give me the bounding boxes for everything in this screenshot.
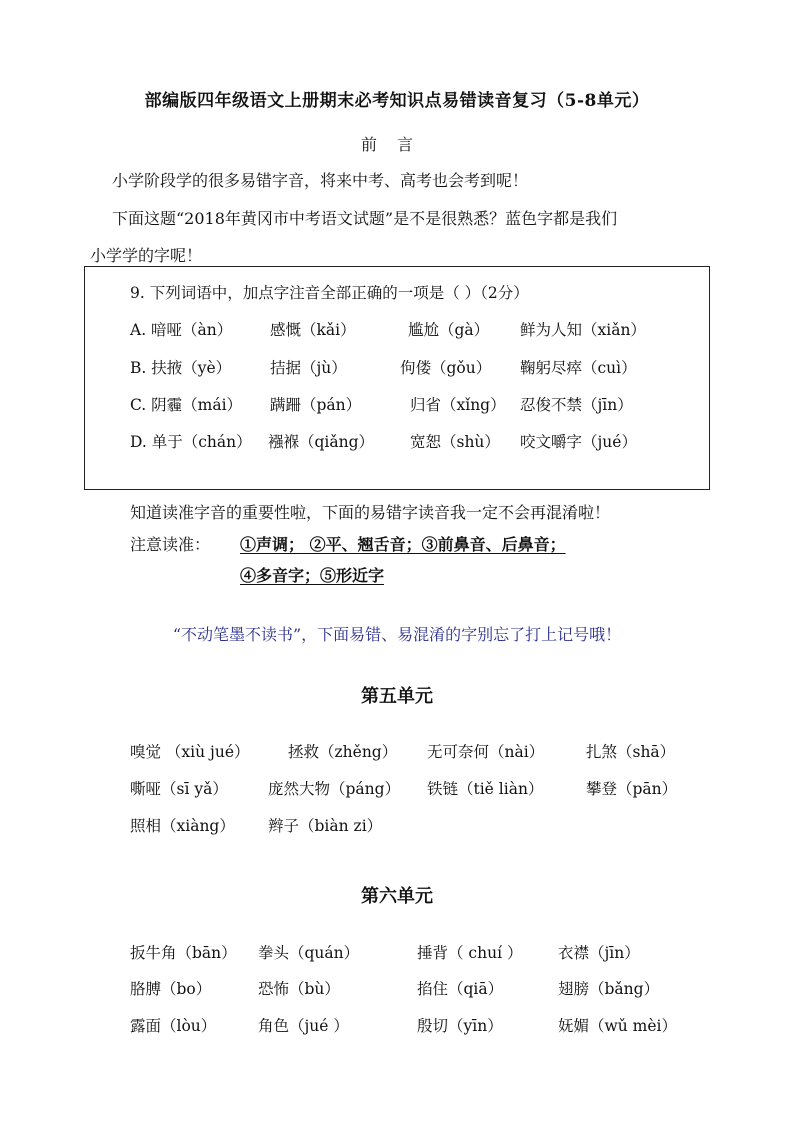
unit-5-word: 攀登（pān） [586,780,678,798]
unit-5-word: 庞然大物（páng） [268,780,401,798]
unit-6-word: 妩媚（wǔ mèi） [558,1017,678,1035]
preface-heading: 前言 [360,135,433,154]
question-stem: 9. 下列词语中，加点字注音全部正确的一项是（ ）（2分） [130,284,529,302]
unit-6-word: 拳头（quán） [258,944,360,962]
option-b-word-3: 佝偻（gǒu） [400,359,492,377]
unit-6-word: 掐住（qiā） [417,980,504,998]
unit-6-word: 角色（jué ） [258,1017,349,1035]
option-c-word-2: 蹒跚（pán） [270,396,362,414]
unit-6-heading: 第六单元 [361,886,433,907]
unit-5-word: 照相（xiàng） [130,817,235,835]
option-a-word-4: 鲜为人知（xiǎn） [520,321,646,339]
option-c-word-3: 归省（xǐng） [410,396,506,414]
option-d-word-4: 咬文嚼字（jué） [520,433,637,451]
option-d-word-2: 襁褓（qiǎng） [268,433,375,451]
unit-6-word: 翅膀（bǎng） [558,980,660,998]
intro-paragraph-2-line-2: 小学学的字呢！ [90,246,203,265]
after-question-text: 知道读准字音的重要性啦，下面的易错字读音我一定不会再混淆啦！ [130,503,611,522]
unit-5-word: 嘶哑（sī yǎ） [130,780,228,798]
intro-paragraph-2-line-1: 下面这题“2018年黄冈市中考语文试题”是不是很熟悉？蓝色字都是我们 [112,209,618,228]
option-d-word-1: D. 单于（chán） [130,433,252,451]
unit-5-word: 辫子（biàn zi） [268,817,383,835]
option-a-word-2: 感慨（kǎi） [270,321,356,339]
page-title: 部编版四年级语文上册期末必考知识点易错读音复习（5-8单元） [144,91,650,111]
option-b-word-2: 拮据（jù） [270,359,347,377]
unit-6-word: 扳牛角（bān） [130,944,237,962]
unit-6-word: 衣襟（jīn） [558,944,640,962]
unit-6-word: 捶背（ chuí ） [417,944,523,962]
option-a-word-3: 尴尬（gà） [408,321,490,339]
unit-5-word: 无可奈何（nài） [427,743,545,761]
unit-5-word: 嗅觉 （xiù jué） [130,743,250,761]
option-d-word-3: 宽恕（shù） [410,433,500,451]
option-b-word-1: B. 扶掖（yè） [130,359,232,377]
notes-label: 注意读准： [130,535,211,554]
unit-6-word: 胳膊（bo） [130,980,212,998]
unit-5-word: 扎煞（shā） [586,743,676,761]
intro-paragraph-1: 小学阶段学的很多易错字音，将来中考、高考也会考到呢！ [112,171,529,190]
unit-6-word: 殷切（yīn） [417,1017,503,1035]
blue-reminder-note: “不动笔墨不读书”，下面易错、易混淆的字别忘了打上记号哦！ [172,625,622,644]
unit-5-heading: 第五单元 [361,686,433,707]
notes-line-2: ④多音字；⑤形近字 [240,566,385,585]
notes-line-1: ①声调； ②平、翘舌音；③前鼻音、后鼻音； [240,535,566,554]
unit-5-word: 铁链（tiě liàn） [427,780,544,798]
unit-5-word: 拯救（zhěng） [288,743,398,761]
option-b-word-4: 鞠躬尽瘁（cuì） [520,359,637,377]
option-c-word-1: C. 阴霾（mái） [130,396,243,414]
option-a-word-1: A. 喑哑（àn） [130,321,233,339]
option-c-word-4: 忍俊不禁（jīn） [520,396,633,414]
unit-6-word: 恐怖（bù） [258,980,340,998]
unit-6-word: 露面（lòu） [130,1017,217,1035]
